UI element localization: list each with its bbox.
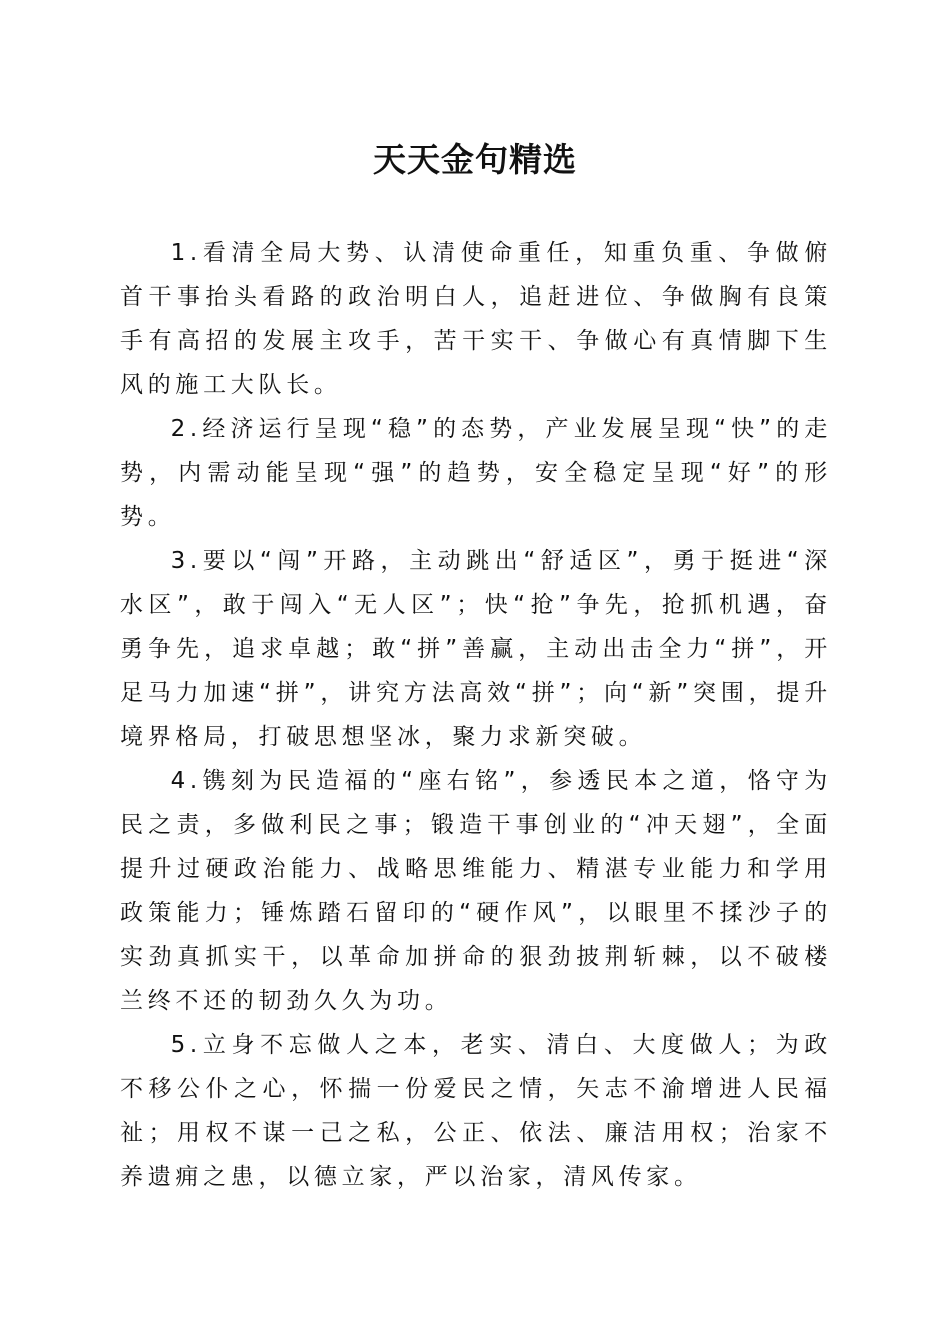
paragraph-3: 3.要以“闯”开路，主动跳出“舒适区”，勇于挺进“深水区”，敢于闯入“无人区”；快“抢”争先，抢抓机遇，奋勇争先，追求卓越；敢“拼”善赢，主动出击全力“拼”，开足马力加速“拼”，讲究方法高效“拼”；向“新”突围，提升境界格局，打破思想坚冰，聚力求新突破。 <box>120 548 832 750</box>
paragraph-5: 5.立身不忘做人之本，老实、清白、大度做人；为政不移公仆之心，怀揣一份爱民之情，矢志不渝增进人民福祉；用权不谋一己之私，公正、依法、廉洁用权；治家不养遗痈之患，以德立家，严以治家，清风传家。 <box>120 1032 832 1190</box>
paragraph-1: 1.看清全局大势、认清使命重任，知重负重、争做俯首干事抬头看路的政治明白人，追赶进位、争做胸有良策手有高招的发展主攻手，苦干实干、争做心有真情脚下生风的施工大队长。 <box>120 240 832 398</box>
paragraph-4: 4.镌刻为民造福的“座右铭”，参透民本之道，恪守为民之责，多做利民之事；锻造干事创业的“冲天翅”，全面提升过硬政治能力、战略思维能力、精湛专业能力和学用政策能力；锤炼踏石留印的“硬作风”，以眼里不揉沙子的实劲真抓实干，以革命加拼命的狠劲披荆斩棘，以不破楼兰终不还的韧劲久久为功。 <box>120 768 832 1014</box>
paragraph-2: 2.经济运行呈现“稳”的态势，产业发展呈现“快”的走势，内需动能呈现“强”的趋势，安全稳定呈现“好”的形势。 <box>120 416 832 530</box>
document-title: 天天金句精选 <box>373 140 577 179</box>
document-body <box>120 231 832 1199</box>
